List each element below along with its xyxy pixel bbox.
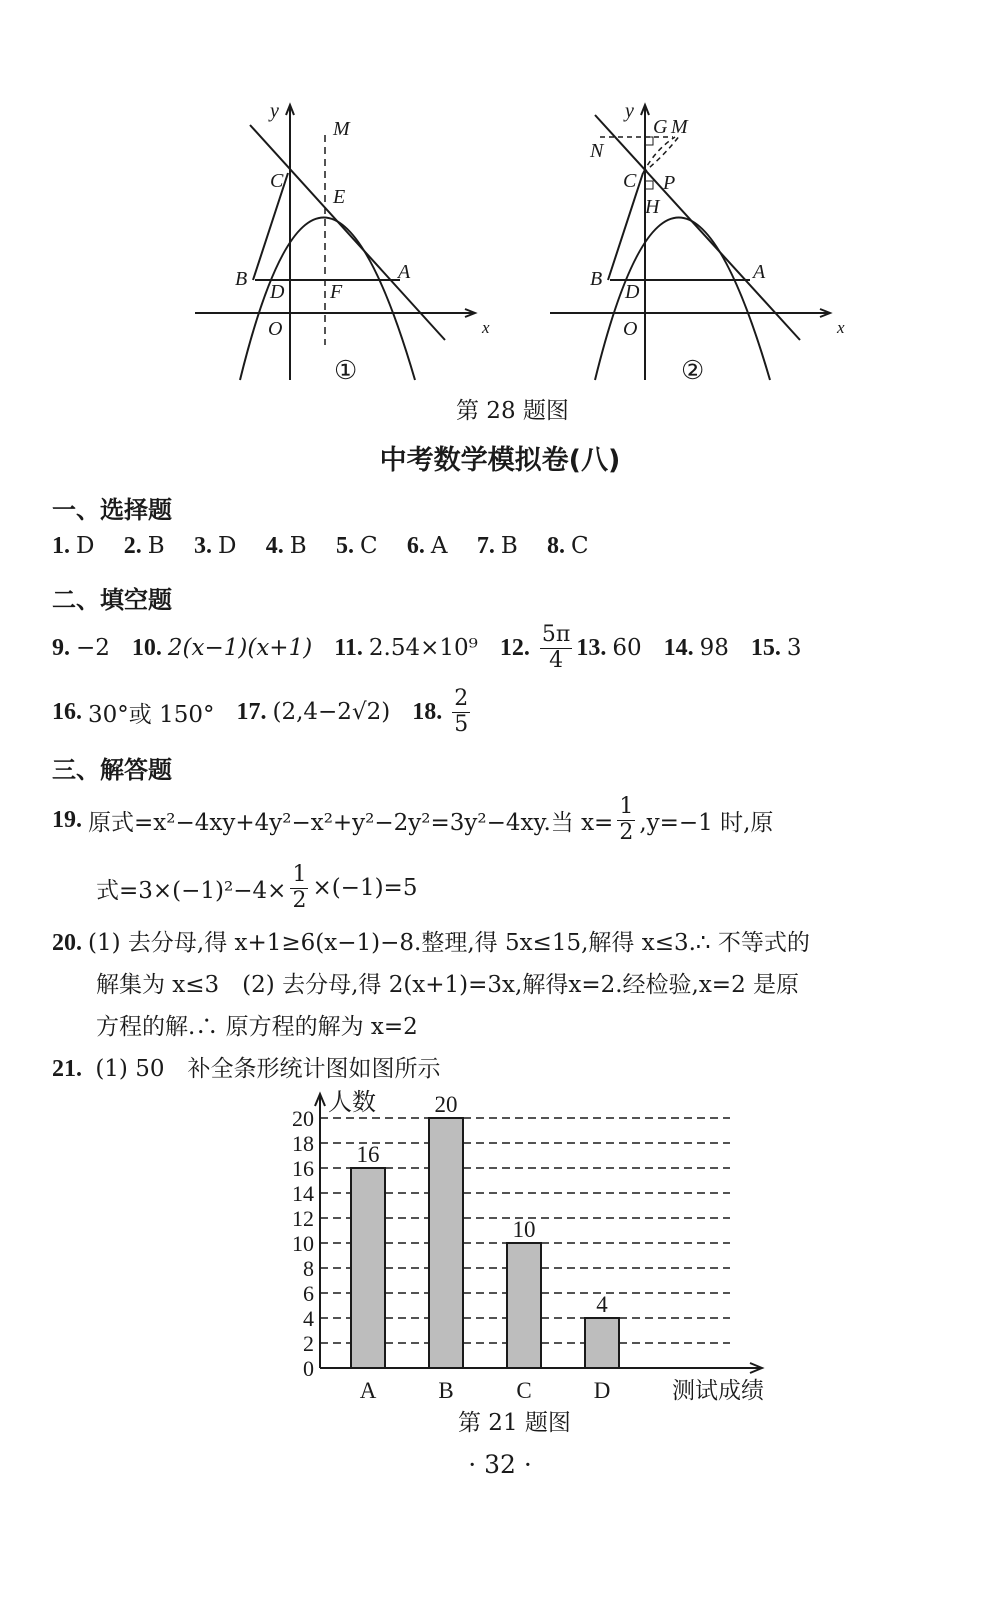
answer-number: 12. (499, 634, 530, 661)
q19-fraction-2 (290, 863, 308, 912)
x-tick-label: C (516, 1378, 532, 1403)
answer-fraction (452, 687, 470, 736)
q20-line-3: 方程的解.∴ 原方程的解为 x=2 (96, 1014, 418, 1040)
y-tick-label: 6 (303, 1281, 314, 1306)
answer-number: 5. (335, 533, 354, 559)
bar (429, 1118, 463, 1368)
p1-label-y: y (270, 100, 279, 122)
fraction-denominator: 5 (454, 711, 469, 737)
answer-value: 2(x−1)(x+1) (167, 635, 313, 661)
answer-value: 30°或 150° (88, 701, 215, 728)
answer-number: 11. (334, 634, 363, 661)
question-number: 21. (52, 1056, 82, 1082)
fraction-denominator: 4 (549, 647, 564, 673)
answer-value: B (500, 533, 518, 559)
fraction-numerator: 1 (292, 862, 307, 888)
p2-label-y: y (625, 100, 634, 122)
figure-21-bar-chart (270, 1088, 810, 1408)
answer-value: 3 (786, 635, 802, 661)
answer-value: −2 (76, 635, 110, 661)
q19-text-a: 原式=x²−4xy+4y²−x²+y²−2y²=3y²−4xy.当 x= (88, 809, 614, 836)
y-tick-label: 10 (292, 1231, 314, 1256)
y-tick-label: 0 (303, 1356, 314, 1381)
answer-value: 98 (699, 635, 729, 661)
q21-line-1 (52, 1050, 440, 1083)
answer-value: 60 (612, 635, 642, 661)
section-fill-heading: 二、填空题 (52, 586, 172, 614)
answer-number: 9. (52, 634, 70, 661)
p2-label-d: D (625, 281, 640, 303)
q19-text-d: ×(−1)=5 (312, 875, 418, 901)
q20-line-2: 解集为 x≤3 (2) 去分母,得 2(x+1)=3x,解得x=2.经检验,x=2 是原 (96, 972, 800, 998)
q20-line-1 (52, 922, 952, 964)
y-tick-label: 2 (303, 1331, 314, 1356)
fraction-denominator: 2 (292, 887, 307, 913)
answer-value: 2.54×10⁹ (368, 635, 478, 661)
y-tick-label: 18 (292, 1131, 314, 1156)
answer-fraction (540, 623, 572, 672)
answer-value: (2,4−2√2) (272, 699, 391, 725)
q21-text: (1) 50 补全条形统计图如图所示 (95, 1056, 441, 1082)
q19-text-c: 式=3×(−1)²−4× (96, 877, 287, 904)
choice-answers (52, 533, 611, 560)
x-tick-label: B (438, 1378, 454, 1403)
answer-number: 8. (547, 533, 566, 559)
p2-label-b: B (590, 268, 603, 290)
p2-label-x: x (837, 318, 845, 337)
answer-number: 15. (750, 634, 781, 661)
x-axis-label: 测试成绩 (672, 1378, 764, 1403)
p1-label-m: M (333, 118, 350, 140)
y-tick-label: 14 (292, 1181, 314, 1206)
figure-21-caption: 第 21 题图 (458, 1410, 571, 1436)
answer-number: 4. (265, 533, 284, 559)
fill-answers-row-1 (52, 618, 824, 678)
q20-block (52, 922, 952, 1048)
answer-number: 2. (123, 533, 142, 559)
q20-text-1: (1) 去分母,得 x+1≥6(x−1)−8.整理,得 5x≤15,解得 x≤3.∴ 不等式的 (88, 930, 810, 956)
question-number: 20. (52, 930, 82, 956)
x-tick-label: A (359, 1378, 377, 1403)
p2-label-m: M (671, 116, 688, 138)
answer-number: 1. (52, 533, 70, 559)
answer-number: 14. (663, 634, 694, 661)
answer-number: 3. (193, 533, 212, 559)
answer-value: C (571, 533, 589, 559)
q19-line-2 (96, 858, 417, 918)
answer-number: 7. (476, 533, 495, 559)
page-number: · 32 · (468, 1450, 532, 1479)
answer-number: 10. (131, 634, 162, 661)
p1-label-c: C (270, 170, 284, 192)
p1-label-a: A (398, 261, 411, 283)
question-number: 19. (52, 806, 82, 833)
figure-28 (190, 95, 850, 385)
p2-label-p: P (663, 172, 676, 194)
bar (585, 1318, 619, 1368)
p2-label-n: N (590, 140, 604, 162)
y-axis-label: 人数 (328, 1090, 376, 1116)
y-tick-label: 20 (292, 1106, 314, 1131)
bar-value-label: 10 (512, 1217, 536, 1242)
answer-number: 16. (52, 698, 82, 725)
panel-2-label: ② (681, 356, 705, 386)
section-solve-heading: 三、解答题 (52, 756, 172, 784)
page-title: 中考数学模拟卷(八) (379, 445, 621, 476)
y-tick-label: 4 (303, 1306, 314, 1331)
q19-fraction-1 (617, 795, 635, 844)
figure-28-caption: 第 28 题图 (456, 398, 569, 424)
x-tick-label: D (593, 1378, 611, 1403)
bar-value-label: 16 (356, 1142, 380, 1167)
p2-label-c: C (623, 170, 637, 192)
p1-label-f: F (330, 281, 343, 303)
answer-value: D (217, 533, 237, 559)
p1-label-o: O (268, 318, 283, 340)
p1-label-x: x (482, 318, 490, 337)
bar (507, 1243, 541, 1368)
panel-1-label: ① (334, 356, 358, 386)
y-tick-label: 16 (292, 1156, 314, 1181)
answer-number: 17. (236, 698, 267, 725)
answer-value: B (289, 533, 307, 559)
figure-28-panel-1 (195, 105, 475, 380)
p1-label-b: B (235, 268, 248, 290)
answer-value: D (76, 533, 95, 559)
y-tick-label: 8 (303, 1256, 314, 1281)
y-tick-label: 12 (292, 1206, 314, 1231)
fraction-numerator: 2 (454, 686, 469, 712)
answer-number: 18. (412, 698, 443, 725)
q19-line-1 (52, 790, 773, 850)
answer-number: 6. (406, 533, 425, 559)
p2-label-a: A (753, 261, 766, 283)
answer-value: B (147, 533, 165, 559)
fraction-numerator: 1 (619, 794, 634, 820)
p2-label-g: G (653, 116, 668, 138)
bar (351, 1168, 385, 1368)
fraction-denominator: 2 (619, 819, 634, 845)
p2-label-o: O (623, 318, 638, 340)
q19-text-b: ,y=−1 时,原 (639, 809, 774, 836)
section-choice-heading: 一、选择题 (52, 496, 172, 524)
answer-value: A (430, 533, 448, 559)
fill-answers-row-2 (52, 682, 474, 742)
p2-label-h: H (645, 196, 660, 218)
fraction-numerator: 5π (541, 622, 571, 648)
answer-number: 13. (576, 634, 607, 661)
p1-label-e: E (333, 186, 346, 208)
p1-label-d: D (270, 281, 285, 303)
answer-value: C (359, 533, 378, 559)
bar-value-label: 4 (596, 1292, 608, 1317)
bar-value-label: 20 (434, 1092, 458, 1117)
